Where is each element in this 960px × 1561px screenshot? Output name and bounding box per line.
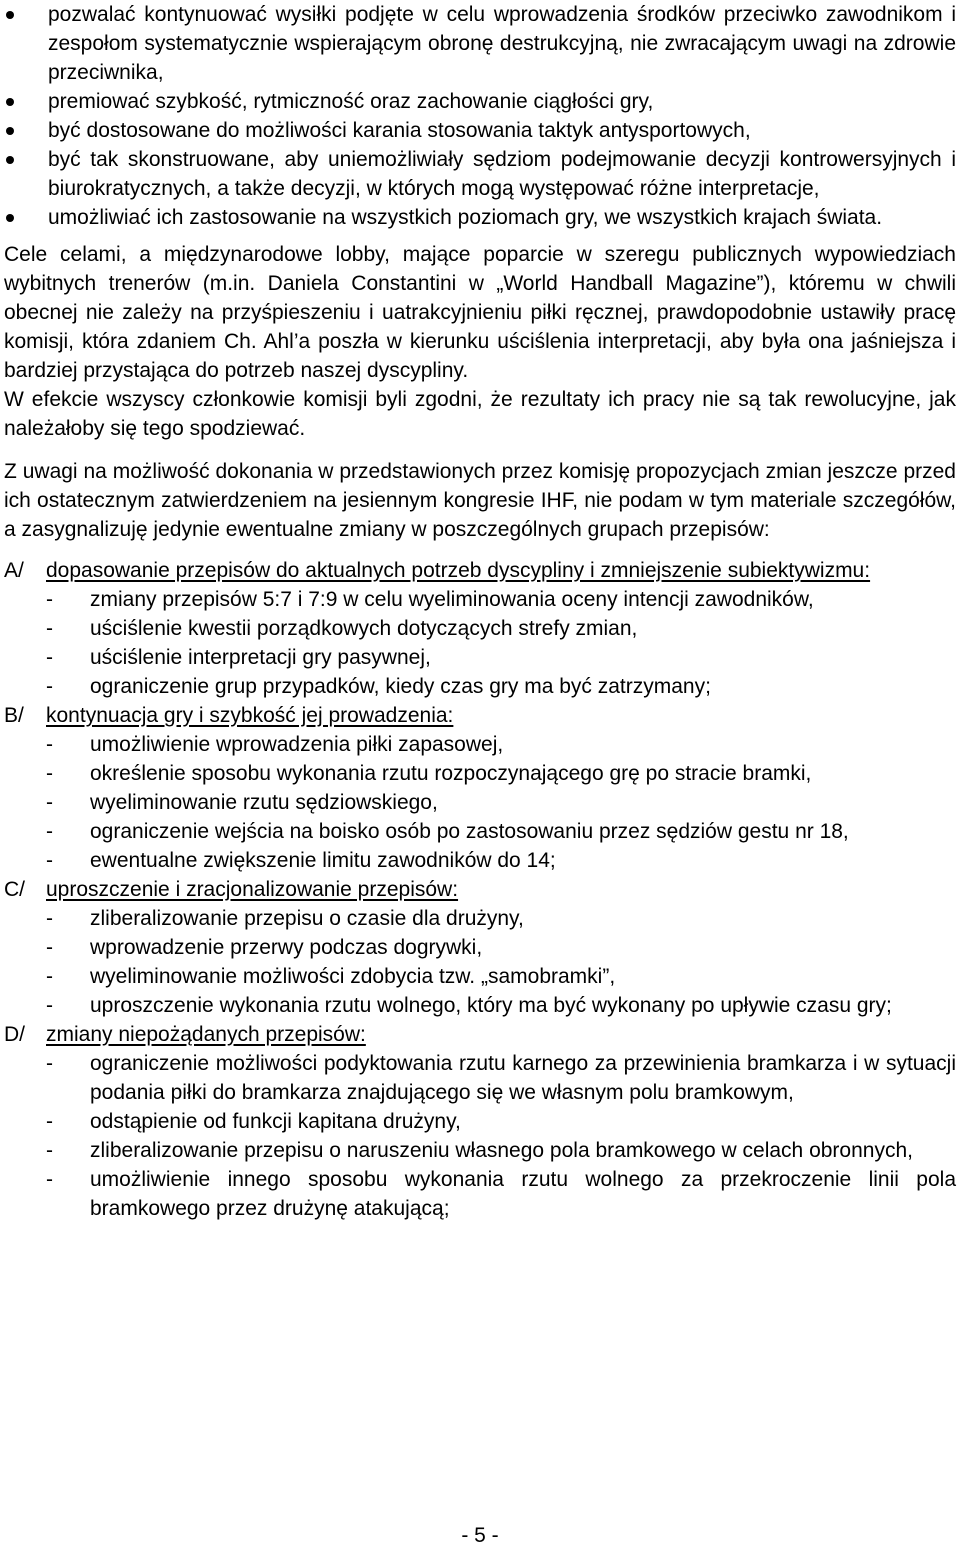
bullet-icon [6, 11, 14, 19]
dash-marker: - [46, 936, 53, 959]
list-item: - uściślenie kwestii porządkowych dotyczących strefy zmian, [46, 614, 956, 643]
section-title: uproszczenie i zracjonalizowanie przepisów: [46, 878, 459, 901]
bullet-icon [6, 98, 14, 106]
dash-marker: - [46, 791, 53, 814]
list-item: - uściślenie interpretacji gry pasywnej, [46, 643, 956, 672]
bullet-item [4, 87, 956, 116]
dash-marker: - [46, 617, 53, 640]
list-item: - odstąpienie od funkcji kapitana drużyny, [46, 1107, 956, 1136]
list-item: - zmiany przepisów 5:7 i 7:9 w celu wyeliminowania oceny intencji zawodników, [46, 585, 956, 614]
section-c [4, 875, 956, 1020]
bullet-icon [6, 156, 14, 164]
list-item: - uproszczenie wykonania rzutu wolnego, który ma być wykonany po upływie czasu gry; [46, 991, 956, 1020]
section-items [46, 1049, 956, 1223]
dash-marker: - [46, 1110, 53, 1133]
dash-marker: - [46, 762, 53, 785]
bullet-item [4, 0, 956, 87]
dash-marker: - [46, 965, 53, 988]
list-item: - ewentualne zwiększenie limitu zawodników do 14; [46, 846, 956, 875]
section-title: dopasowanie przepisów do aktualnych potrzeb dyscypliny i zmniejszenie subiektywizmu: [46, 559, 871, 582]
bullet-text: umożliwiać ich zastosowanie na wszystkich poziomach gry, we wszystkich krajach świata. [48, 206, 883, 229]
dash-marker: - [46, 994, 53, 1017]
dash-marker: - [46, 646, 53, 669]
dash-marker: - [46, 1052, 53, 1075]
bullet-item [4, 116, 956, 145]
list-item: - umożliwienie wprowadzenia piłki zapasowej, [46, 730, 956, 759]
bullet-text: być tak skonstruowane, aby uniemożliwiały sędziom podejmowanie decyzji kontrowersyjnych i biurokratycznych, a także decyzji, w których mogą występować różne interpretacje, [48, 148, 956, 200]
section-items [46, 730, 956, 875]
paragraph-changes-intro: Z uwagi na możliwość dokonania w przedstawionych przez komisję propozycjach zmian jeszcze przed ich ostatecznym zatwierdzeniem na jesiennym kongresie IHF, nie podam w tym materiale szczegółów, a zasygnalizuję jedynie ewentualne zmiany w poszczególnych grupach przepisów: [4, 460, 956, 541]
bullet-list [4, 0, 956, 232]
section-title: zmiany niepożądanych przepisów: [46, 1023, 366, 1046]
section-a [4, 556, 956, 701]
section-items [46, 585, 956, 701]
bullet-icon [6, 214, 14, 222]
bullet-icon [6, 127, 14, 135]
list-item: - umożliwienie innego sposobu wykonania rzutu wolnego za przekroczenie linii pola bramkowego przez drużynę atakującą; [46, 1165, 956, 1223]
section-items [46, 904, 956, 1020]
list-item: - wyeliminowanie rzutu sędziowskiego, [46, 788, 956, 817]
dash-marker: - [46, 588, 53, 611]
section-letter: D/ [4, 1023, 25, 1046]
list-item: - ograniczenie możliwości podyktowania rzutu karnego za przewinienia bramkarza i w sytuacji podania piłki do bramkarza znajdującego się we własnym polu bramkowym, [46, 1049, 956, 1107]
section-d [4, 1020, 956, 1223]
dash-marker: - [46, 733, 53, 756]
list-item: - określenie sposobu wykonania rzutu rozpoczynającego grę po stracie bramki, [46, 759, 956, 788]
document-body [4, 0, 956, 1223]
section-title: kontynuacja gry i szybkość jej prowadzenia: [46, 704, 454, 727]
section-letter: A/ [4, 559, 24, 582]
bullet-text: premiować szybkość, rytmiczność oraz zachowanie ciągłości gry, [48, 90, 654, 113]
section-b [4, 701, 956, 875]
dash-marker: - [46, 849, 53, 872]
dash-marker: - [46, 907, 53, 930]
section-letter: B/ [4, 704, 24, 727]
list-item: - ograniczenie wejścia na boisko osób po zastosowaniu przez sędziów gestu nr 18, [46, 817, 956, 846]
dash-marker: - [46, 1168, 53, 1191]
bullet-item [4, 145, 956, 203]
bullet-item [4, 203, 956, 232]
list-item: - zliberalizowanie przepisu o naruszeniu własnego pola bramkowego w celach obronnych, [46, 1136, 956, 1165]
dash-marker: - [46, 1139, 53, 1162]
list-item: - ograniczenie grup przypadków, kiedy czas gry ma być zatrzymany; [46, 672, 956, 701]
bullet-text: być dostosowane do możliwości karania stosowania taktyk antysportowych, [48, 119, 751, 142]
dash-marker: - [46, 675, 53, 698]
list-item: - wyeliminowanie możliwości zdobycia tzw. „samobramki”, [46, 962, 956, 991]
paragraph-lobby: Cele celami, a międzynarodowe lobby, mające poparcie w szeregu publicznych wypowiedziach wybitnych trenerów (m.in. Daniela Constantini w „World Handball Magazine”), któremu w chwili obecnej nie zależy na przyśpieszeniu i uatrakcyjnieniu piłki ręcznej, prawdopodobnie ustawiły pracę komisji, która zdaniem Ch. Ahl’a poszła w kierunku uściślenia interpretacji, aby była ona jaśniejsza i bardziej przystająca do potrzeb naszej dyscypliny. [4, 243, 956, 382]
list-item: - zliberalizowanie przepisu o czasie dla drużyny, [46, 904, 956, 933]
bullet-text: pozwalać kontynuować wysiłki podjęte w celu wprowadzenia środków przeciwko zawodnikom i zespołom systematycznie wspierającym obronę destrukcyjną, nie zwracającym uwagi na zdrowie przeciwnika, [48, 3, 956, 84]
paragraph-effect: W efekcie wszyscy członkowie komisji byli zgodni, że rezultaty ich pracy nie są tak rewolucyjne, jak należałoby się tego spodziewać. [4, 388, 956, 440]
page-number: - 5 - [461, 1524, 499, 1547]
list-item: - wprowadzenie przerwy podczas dogrywki, [46, 933, 956, 962]
section-letter: C/ [4, 878, 25, 901]
dash-marker: - [46, 820, 53, 843]
